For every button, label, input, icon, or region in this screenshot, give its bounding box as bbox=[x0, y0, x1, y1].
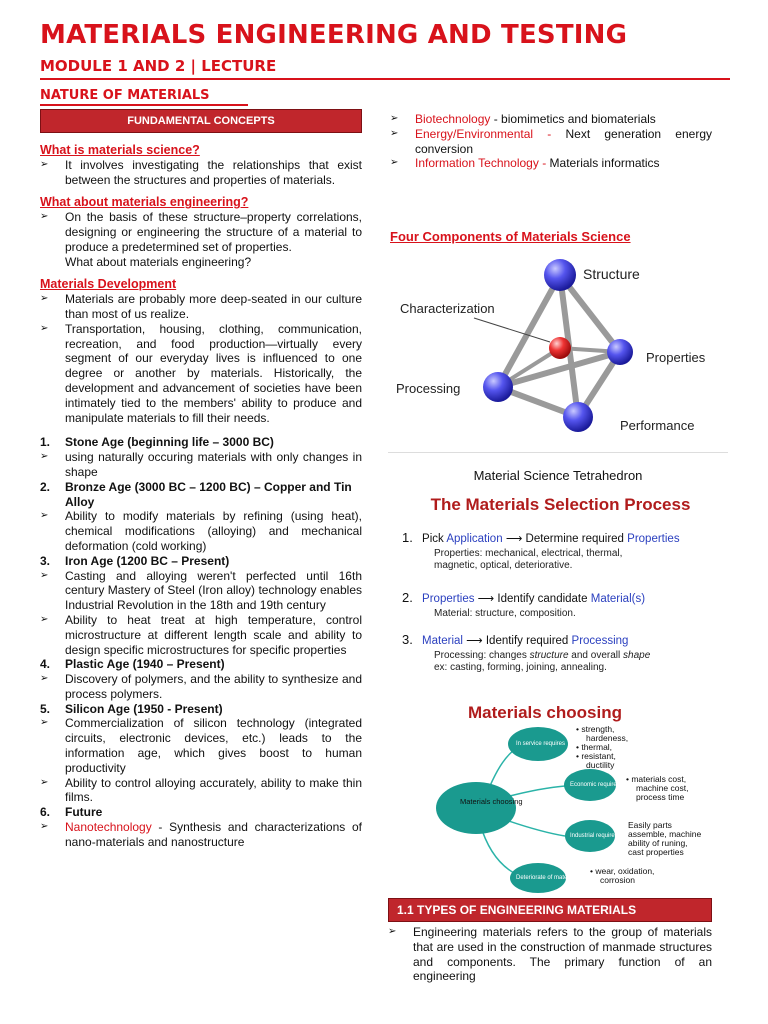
arrow-bullet-icon: ➢ bbox=[40, 569, 49, 581]
arrow-bullet-icon: ➢ bbox=[40, 293, 49, 305]
tetrahedron-figure bbox=[388, 250, 728, 450]
fundamental-concepts-banner: FUNDAMENTAL CONCEPTS bbox=[40, 109, 362, 133]
svg-text:Materials choosing: Materials choosing bbox=[460, 797, 523, 806]
selection-step-1: 1. Pick Application ⟶ Determine required Properties bbox=[402, 530, 680, 545]
bullet: ➢ Casting and alloying weren't perfected until 16th century Mastery of Steel (Iron alloy) technology enables Industrial Revolution in the 18th and 19th century bbox=[40, 568, 362, 613]
svg-text:corrosion: corrosion bbox=[600, 875, 635, 885]
bullet: ➢ It involves investigating the relationships that exist between the structures and properties of materials. bbox=[40, 157, 362, 187]
arrow-bullet-icon: ➢ bbox=[40, 451, 49, 463]
processing-node bbox=[483, 372, 513, 402]
structure-node bbox=[544, 259, 576, 291]
arrow-bullet-icon: ➢ bbox=[40, 613, 49, 625]
svg-text:In service requires: In service requires bbox=[516, 741, 566, 747]
age-heading: 6. Future bbox=[40, 805, 103, 820]
label-properties: Properties bbox=[646, 350, 706, 365]
svg-text:Easily parts: Easily parts bbox=[628, 820, 672, 830]
label-performance: Performance bbox=[620, 418, 695, 433]
right-column-top bbox=[390, 112, 712, 171]
label-processing: Processing bbox=[396, 381, 461, 396]
arrow-right-icon: ⟶ bbox=[505, 533, 523, 545]
age-heading: 4. Plastic Age (1940 – Present) bbox=[40, 657, 225, 672]
svg-text:assemble, machine: assemble, machine bbox=[628, 829, 702, 839]
heading-four-components: Four Components of Materials Science bbox=[390, 229, 631, 244]
choosing-title: Materials choosing bbox=[468, 703, 622, 722]
arrow-bullet-icon: ➢ bbox=[40, 821, 49, 833]
arrow-bullet-icon: ➢ bbox=[390, 113, 399, 124]
bullet: ➢ Materials are probably more deep-seated in our culture than most of us realize. bbox=[40, 292, 362, 321]
bullet: ➢ Ability to heat treat at high temperature, control microstructure at different length scale and ability to design specific microstructures for specific properties bbox=[40, 612, 362, 657]
bullet: ➢ Biotechnology - biomimetics and biomaterials bbox=[390, 112, 656, 126]
bullet: ➢ Engineering materials refers to the group of materials that are used in the construction of manmade structures and components. The primary function of an engineering bbox=[388, 925, 712, 984]
label-structure: Structure bbox=[583, 266, 640, 282]
svg-text:cast properties: cast properties bbox=[628, 847, 684, 857]
document-title: MATERIALS ENGINEERING AND TESTING bbox=[40, 20, 628, 50]
tetrahedron-caption: Material Science Tetrahedron bbox=[473, 468, 643, 483]
bullet: ➢ Information Technology - Materials informatics bbox=[390, 156, 660, 171]
arrow-bullet-icon: ➢ bbox=[40, 158, 49, 170]
svg-text:Economic requires: Economic requires bbox=[570, 782, 620, 788]
svg-text:machine cost,: machine cost, bbox=[636, 783, 689, 793]
selection-step-3-detail: Processing: changes structure and overall shape ex: casting, forming, joining, annealing. bbox=[434, 650, 651, 673]
age-heading: 2. Bronze Age (3000 BC – 1200 BC) – Copper and Tin Alloy bbox=[40, 479, 352, 509]
arrow-bullet-icon: ➢ bbox=[40, 322, 49, 334]
svg-text:• thermal,: • thermal, bbox=[576, 742, 613, 752]
selection-step-1-detail: Properties: mechanical, electrical, thermal, magnetic, optical, deteriorative. bbox=[434, 548, 623, 571]
types-section bbox=[388, 898, 712, 984]
question-materials-science: What is materials science? bbox=[40, 143, 200, 157]
label-characterization: Characterization bbox=[400, 301, 495, 316]
arrow-bullet-icon: ➢ bbox=[40, 717, 49, 729]
properties-node bbox=[607, 339, 633, 365]
svg-text:Deteriorate of materials: Deteriorate of materials bbox=[516, 875, 579, 881]
performance-node bbox=[563, 402, 593, 432]
bullet: ➢ On the basis of these structure–property correlations, designing or engineering the structure of a material to produce a predetermined set of properties. What about materials engineering? bbox=[40, 210, 362, 269]
bullet: ➢ Commercialization of silicon technology (integrated circuits, electronic devices, etc.) leads to the information age, which gives boost to human productivity bbox=[40, 716, 362, 775]
selection-step-3: 3. Material ⟶ Identify required Processing bbox=[402, 632, 629, 647]
svg-text:• materials cost,: • materials cost, bbox=[626, 774, 687, 784]
title-divider bbox=[40, 78, 730, 80]
arrow-bullet-icon: ➢ bbox=[390, 157, 399, 169]
age-heading: 5. Silicon Age (1950 - Present) bbox=[40, 701, 223, 716]
selection-process-figure bbox=[388, 488, 733, 688]
selection-title: The Materials Selection Process bbox=[430, 495, 691, 514]
materials-choosing-figure bbox=[430, 696, 730, 894]
bullet: ➢ Discovery of polymers, and the ability to synthesize and process polymers. bbox=[40, 672, 362, 701]
arrow-right-icon: ⟶ bbox=[477, 593, 495, 605]
section-divider bbox=[40, 104, 248, 106]
arrow-right-icon: ⟶ bbox=[466, 635, 483, 647]
svg-text:ductility: ductility bbox=[586, 760, 615, 770]
svg-text:• strength,: • strength, bbox=[576, 724, 615, 734]
section-title: NATURE OF MATERIALS bbox=[40, 88, 210, 103]
arrow-bullet-icon: ➢ bbox=[40, 776, 49, 788]
characterization-node bbox=[549, 337, 571, 359]
types-banner: 1.1 TYPES OF ENGINEERING MATERIALS bbox=[388, 898, 712, 922]
svg-text:• wear, oxidation,: • wear, oxidation, bbox=[590, 866, 655, 876]
svg-text:Industrial requires: Industrial requires bbox=[570, 833, 618, 839]
tetrahedron-separator bbox=[388, 452, 728, 453]
bullet: ➢ Energy/Environmental - Next generation energy conversion bbox=[390, 126, 712, 156]
bullet: ➢ Ability to modify materials by refining (using heat), chemical modifications (alloying) and mechanical deformation (cold working) bbox=[40, 509, 362, 553]
arrow-bullet-icon: ➢ bbox=[40, 510, 49, 522]
age-heading: 1. Stone Age (beginning life – 3000 BC) bbox=[40, 435, 274, 450]
arrow-bullet-icon: ➢ bbox=[40, 211, 49, 223]
svg-text:ability of runing,: ability of runing, bbox=[628, 838, 688, 848]
document-subtitle: MODULE 1 AND 2 | LECTURE bbox=[40, 57, 277, 75]
arrow-bullet-icon: ➢ bbox=[390, 127, 399, 139]
bullet: ➢ Nanotechnology - Synthesis and characterizations of nano-materials and nanostructure bbox=[40, 820, 362, 849]
svg-text:hardeness,: hardeness, bbox=[586, 733, 629, 743]
bullet: ➢ Ability to control alloying accurately, ability to make thin films. bbox=[40, 775, 362, 805]
question-materials-engineering: What about materials engineering? bbox=[40, 195, 249, 210]
heading-materials-development: Materials Development bbox=[40, 277, 177, 292]
bullet: ➢ Transportation, housing, clothing, communication, recreation, and food production—virtually every segment of our everyday lives is influenced to one degree or another by materials. Historically, the development and advancement of societies have been intimately tied to the members' ability to produce and manipulate materials to fill their needs. bbox=[40, 321, 362, 425]
age-heading: 3. Iron Age (1200 BC – Present) bbox=[40, 553, 230, 568]
left-column bbox=[40, 109, 362, 850]
bullet: ➢ using naturally occuring materials with only changes in shape bbox=[40, 450, 362, 479]
selection-step-2-detail: Material: structure, composition. bbox=[434, 608, 576, 619]
svg-text:process time: process time bbox=[636, 792, 685, 802]
arrow-bullet-icon: ➢ bbox=[40, 673, 49, 685]
arrow-bullet-icon: ➢ bbox=[388, 926, 397, 937]
svg-text:• resistant,: • resistant, bbox=[576, 751, 616, 761]
selection-step-2: 2. Properties ⟶ Identify candidate Material(s) bbox=[402, 590, 646, 605]
choosing-center-node bbox=[436, 782, 516, 834]
